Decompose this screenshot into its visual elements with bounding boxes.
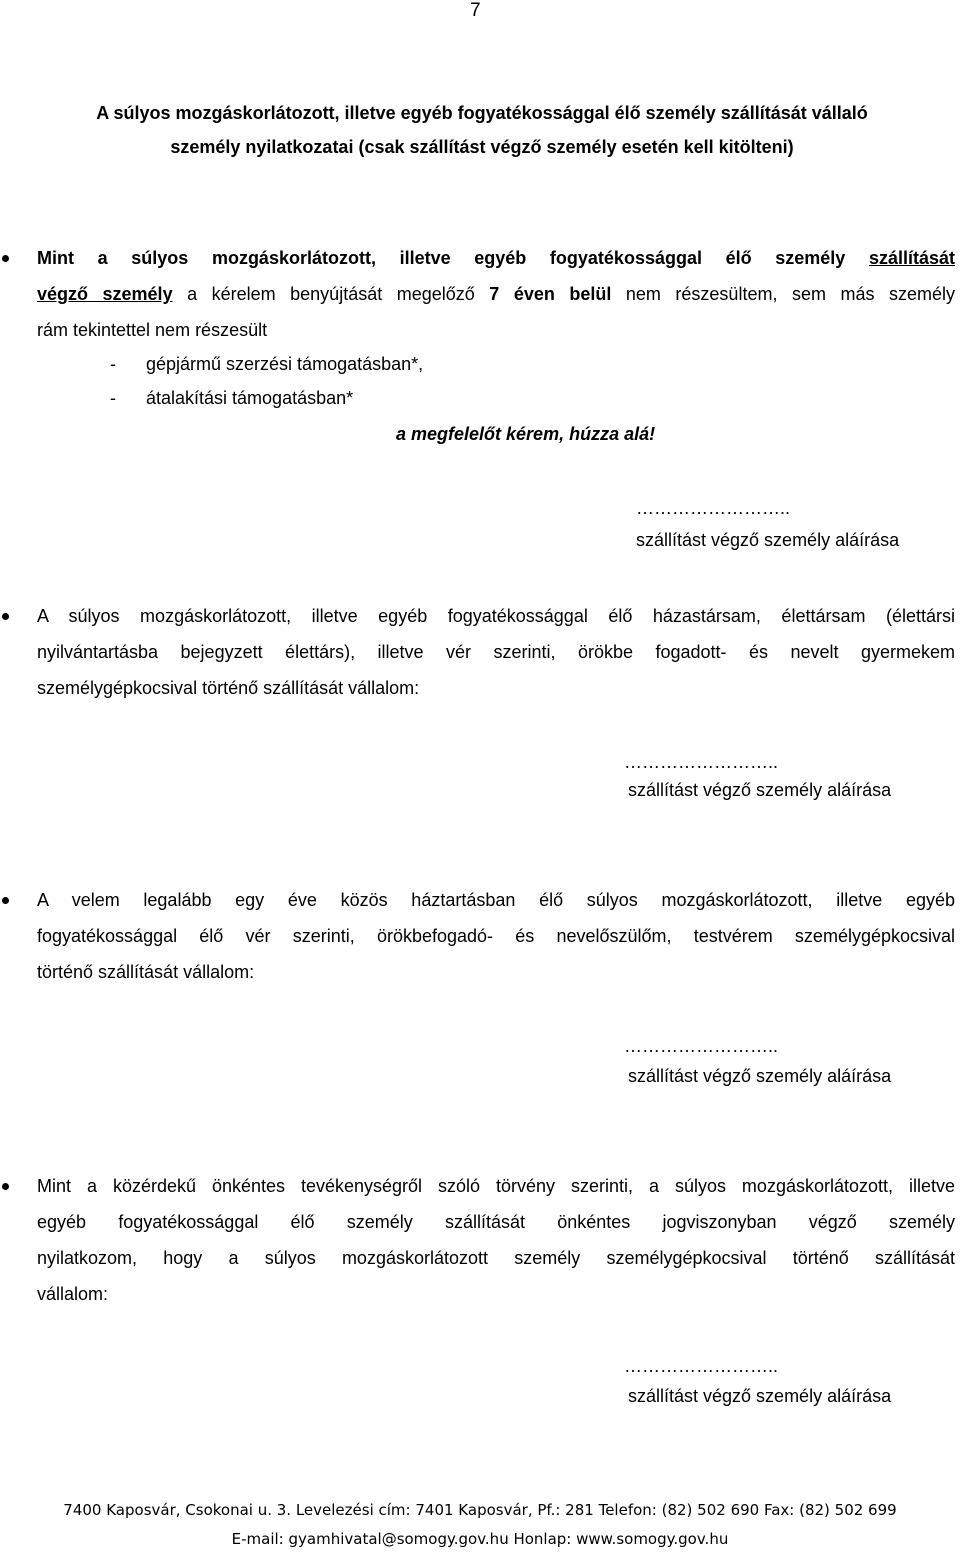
- declaration-4-line-3: nyilatkozom, hogy a súlyos mozgáskorlátozott személy személygépkocsival történő szállítását: [37, 1248, 955, 1268]
- signature-line-4[interactable]: [624, 1356, 778, 1377]
- declaration-1-line-2: végző személy a kérelem benyújtását megelőző 7 éven belül nem részesültem, sem más személy: [37, 284, 956, 304]
- signature-label-4: szállítást végző személy aláírása: [628, 1386, 892, 1406]
- signature-label-3: szállítást végző személy aláírása: [628, 1066, 892, 1086]
- title-line-1: A súlyos mozgáskorlátozott, illetve egyéb fogyatékossággal élő személy szállítását vállaló: [96, 103, 868, 123]
- page-number: 7: [470, 0, 481, 21]
- declaration-2-line-1: A súlyos mozgáskorlátozott, illetve egyéb fogyatékossággal élő házastársam, élettársam (élettársi: [37, 606, 955, 626]
- signature-label-2: szállítást végző személy aláírása: [628, 780, 892, 800]
- footer-address: 7400 Kaposvár, Csokonai u. 3. Levelezési cím: 7401 Kaposvár, Pf.: 281 Telefon: (82) 502 690 Fax: (82) 502 699: [63, 1501, 897, 1519]
- declaration-4-line-4: vállalom:: [37, 1284, 109, 1304]
- bullet-icon: [2, 613, 9, 620]
- declaration-4-line-2: egyéb fogyatékossággal élő személy szállítását önkéntes jogviszonyban végző személy: [37, 1212, 955, 1232]
- bullet-icon: [2, 1183, 9, 1190]
- declaration-2-line-2: nyilvántartásba bejegyzett élettárs), illetve vér szerinti, örökbe fogadott- és nevelt gyermekem: [37, 642, 955, 662]
- declaration-2: [37, 598, 955, 706]
- bullet-icon: [2, 897, 9, 904]
- footer-contact: E-mail: gyamhivatal@somogy.gov.hu Honlap: www.somogy.gov.hu: [231, 1530, 729, 1548]
- declaration-4-line-1: Mint a közérdekű önkéntes tevékenységről szóló törvény szerinti, a súlyos mozgáskorlátozott, illetve: [37, 1176, 955, 1196]
- declaration-4: [37, 1168, 955, 1312]
- declaration-2-line-3: személygépkocsival történő szállítását vállalom:: [37, 678, 420, 698]
- declaration-1-line-3: rám tekintettel nem részesült: [37, 320, 268, 340]
- signature-dots: ……………………..: [636, 498, 791, 518]
- option-vehicle-purchase[interactable]: - gépjármű szerzési támogatásban*,: [110, 354, 424, 374]
- signature-line-3[interactable]: [624, 1036, 778, 1057]
- title-line-2-text: személy nyilatkozatai (csak szállítást végző személy esetén kell kitölteni): [170, 137, 794, 157]
- title-line-2: [37, 130, 927, 164]
- option-vehicle-purchase-label: gépjármű szerzési támogatásban*,: [146, 354, 424, 374]
- underline-instruction: a megfelelőt kérem, húzza alá!: [396, 424, 656, 444]
- declaration-3: [37, 882, 955, 990]
- bullet-icon: [2, 255, 9, 262]
- page-title: [37, 96, 927, 164]
- declaration-3-line-1: A velem legalább egy éve közös háztartásban élő súlyos mozgáskorlátozott, illetve egyéb: [37, 890, 955, 910]
- signature-line-1[interactable]: [636, 498, 790, 519]
- signature-dots: ……………………..: [624, 752, 779, 772]
- signature-dots: ……………………..: [624, 1036, 779, 1056]
- signature-label-1: szállítást végző személy aláírása: [636, 530, 900, 550]
- signature-line-2[interactable]: [624, 752, 778, 773]
- declaration-1-line-1: Mint a súlyos mozgáskorlátozott, illetve egyéb fogyatékossággal élő személy szállítását: [37, 248, 955, 268]
- declaration-3-line-3: történő szállítását vállalom:: [37, 962, 255, 982]
- option-conversion-label: átalakítási támogatásban*: [146, 388, 354, 408]
- declaration-1: [37, 240, 955, 348]
- signature-dots: ……………………..: [624, 1356, 779, 1376]
- declaration-3-line-2: fogyatékossággal élő vér szerinti, örökbefogadó- és nevelőszülőm, testvérem személygépkocsival: [37, 926, 955, 946]
- option-conversion[interactable]: - átalakítási támogatásban*: [110, 388, 354, 408]
